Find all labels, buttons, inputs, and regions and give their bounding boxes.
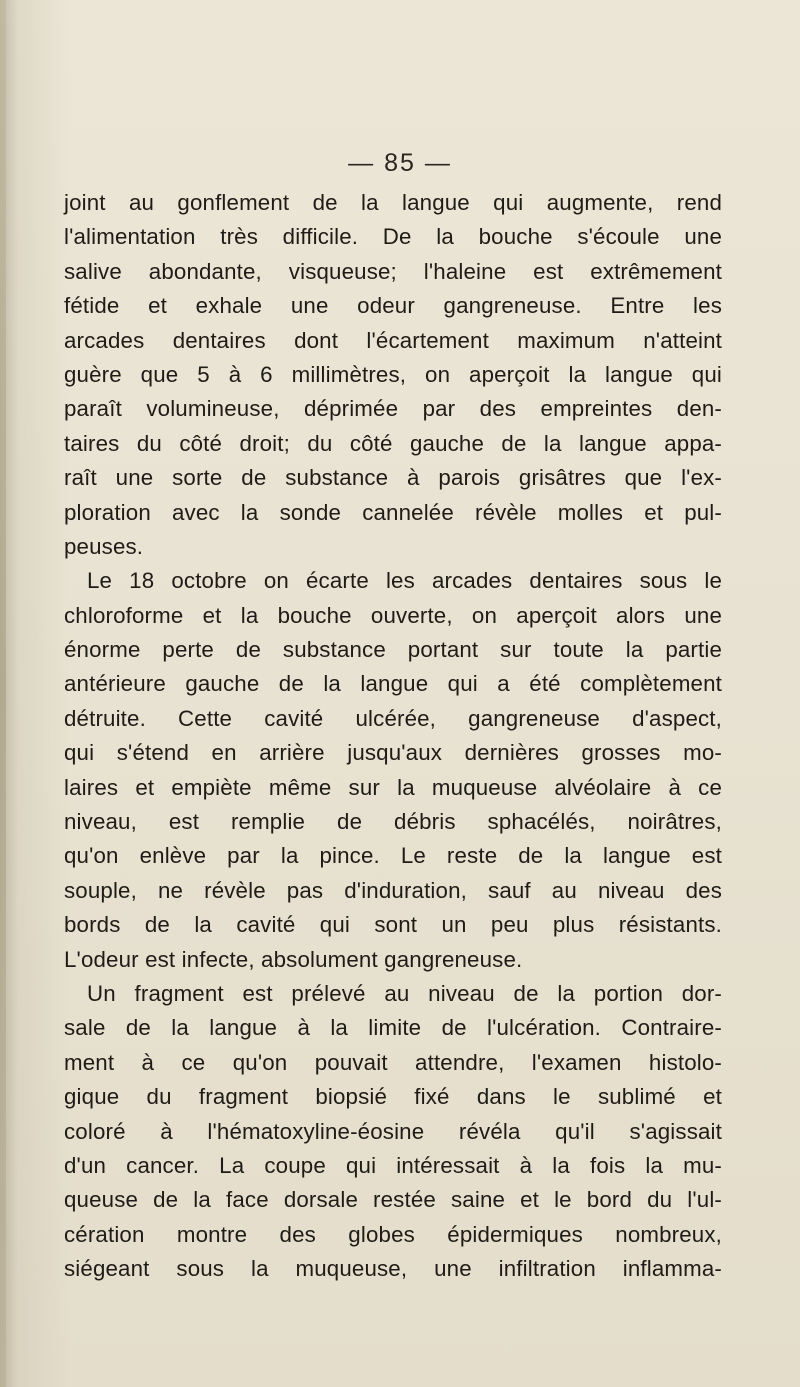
text-line: antérieure gauche de la langue qui a été complètement [64,671,722,697]
text-line: niveau, est remplie de débris sphacélés, noirâtres, [64,809,722,835]
text-line: salive abondante, visqueuse; l'haleine est extrêmement [64,258,722,284]
text-line: Un fragment est prélevé au niveau de la portion dor- [87,980,722,1006]
text-line: gique du fragment biopsié fixé dans le sublimé et [64,1084,722,1110]
text-line: guère que 5 à 6 millimètres, on aperçoit la langue qui [64,361,722,387]
text-line: L'odeur est infecte, absolument gangreneuse. [64,946,523,972]
text-line: coloré à l'hématoxyline-éosine révéla qu'il s'agissait [64,1118,722,1144]
page-number: — 85 — [348,149,452,177]
text-line: arcades dentaires dont l'écartement maximum n'atteint [64,327,722,353]
text-line: ment à ce qu'on pouvait attendre, l'examen histolo- [64,1049,722,1075]
text-line: laires et empiète même sur la muqueuse alvéolaire à ce [64,774,722,800]
body-text [64,186,722,1287]
text-line: chloroforme et la bouche ouverte, on aperçoit alors une [64,602,722,628]
text-line: fétide et exhale une odeur gangreneuse. Entre les [64,293,722,319]
text-line: peuses. [64,533,144,559]
text-line: taires du côté droit; du côté gauche de la langue appa- [64,430,722,456]
text-line: joint au gonflement de la langue qui augmente, rend [64,190,722,215]
text-line: d'un cancer. La coupe qui intéressait à la fois la mu- [64,1152,722,1178]
text-line: bords de la cavité qui sont un peu plus résistants. [64,912,722,938]
text-line: Le 18 octobre on écarte les arcades dentaires sous le [87,568,722,594]
text-line: paraît volumineuse, déprimée par des empreintes den- [64,396,722,422]
text-line: cération montre des globes épidermiques nombreux, [64,1221,722,1247]
text-line: détruite. Cette cavité ulcérée, gangreneuse d'aspect, [64,705,722,731]
text-line: qui s'étend en arrière jusqu'aux dernières grosses mo- [64,740,722,766]
text-line: raît une sorte de substance à parois grisâtres que l'ex- [64,465,722,491]
text-line: l'alimentation très difficile. De la bouche s'écoule une [64,224,722,250]
text-line: souple, ne révèle pas d'induration, sauf au niveau des [64,877,722,903]
text-line: qu'on enlève par la pince. Le reste de la langue est [64,843,722,869]
text-line: énorme perte de substance portant sur toute la partie [64,637,722,663]
text-line: ploration avec la sonde cannelée révèle molles et pul- [64,499,722,525]
page-spine-shadow [0,0,6,1387]
text-line: sale de la langue à la limite de l'ulcération. Contraire- [64,1015,722,1041]
text-line: queuse de la face dorsale restée saine et le bord du l'ul- [64,1187,722,1213]
text-line: siégeant sous la muqueuse, une infiltration inflamma- [64,1256,722,1282]
